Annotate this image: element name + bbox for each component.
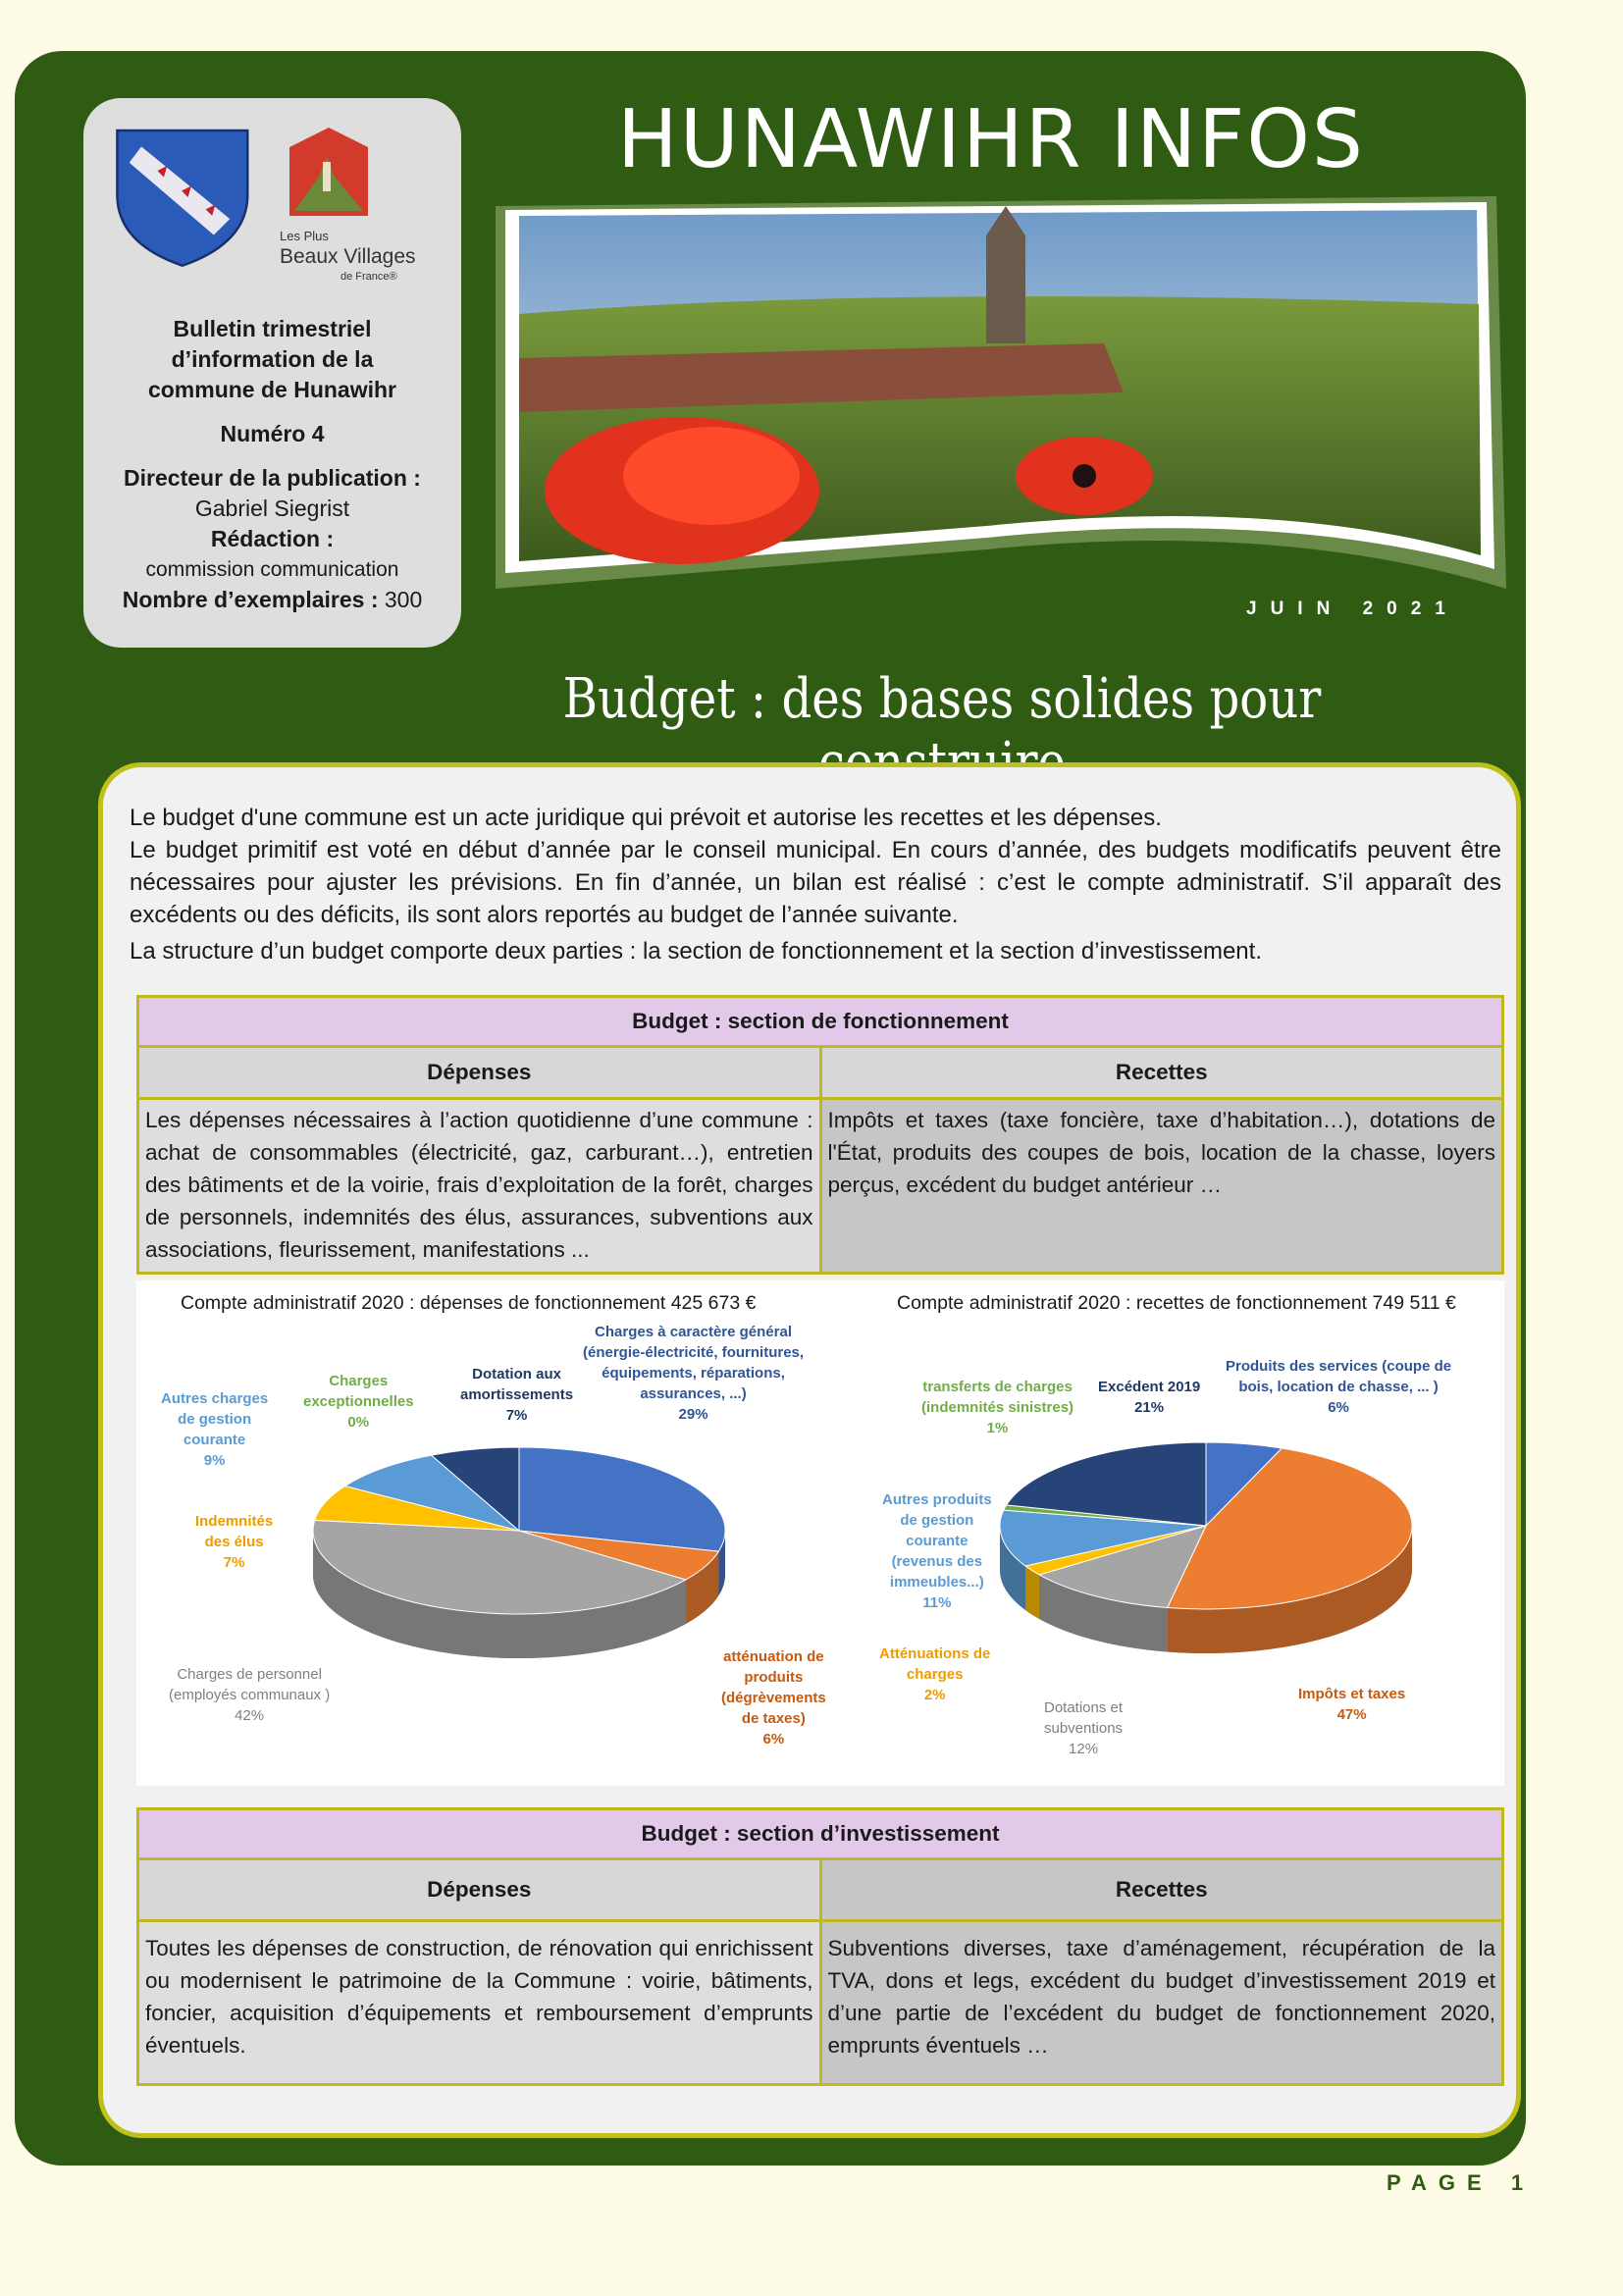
logo-text-2: Beaux Villages	[280, 245, 416, 268]
article-headline: Budget : des bases solides pour	[562, 667, 1322, 731]
director-name: Gabriel Siegrist	[194, 496, 350, 521]
fonctionnement-title: Budget : section de fonctionnement	[138, 997, 1503, 1047]
redaction-value: commission communication	[145, 558, 399, 581]
chart-1-title: Compte administratif 2020 : dépenses de fonctionnement 425 673 €	[181, 1292, 757, 1314]
director-label: Directeur de la publication :	[124, 465, 421, 491]
beaux-villages-logo-icon	[289, 128, 368, 216]
investissement-recettes-text: Subventions diverses, taxe d’aménagement, récupération de la TVA, dons et legs, excédent du budget d’investissement 2019 et d’une partie de l’excédent du budget de fonctionnement 2020, emprunts éventuels …	[820, 1921, 1503, 2085]
redaction-label: Rédaction :	[210, 526, 335, 551]
logo-text-1: Les Plus	[280, 229, 329, 243]
investissement-col-recettes: Recettes	[820, 1859, 1503, 1921]
content-panel	[98, 762, 1521, 2138]
newsletter-title: HUNAWIHR INFOS	[617, 93, 1365, 186]
c1-label-general: Charges à caractère général (énergie-électricité, fournitures, équipements, réparations, assurances, ...) 29%	[583, 1324, 805, 1423]
c2-label-dotations: Dotations et subventions 12%	[1044, 1699, 1124, 1757]
c1-label-exceptionnelles: Charges exceptionnelles 0%	[303, 1373, 414, 1431]
c1-label-autres: Autres charges de gestion courante 9%	[161, 1390, 269, 1469]
fonctionnement-table	[136, 995, 1504, 1275]
c1-label-attenuation: atténuation de produits (dégrèvements de taxes) 6%	[721, 1648, 826, 1748]
c1-label-personnel: Charges de personnel (employés communaux ) 42%	[169, 1666, 331, 1724]
investissement-depenses-text: Toutes les dépenses de construction, de rénovation qui enrichissent ou modernisent le patrimoine de la Commune : voirie, bâtiments, foncier, acquisition d’équipements et remboursement d’emprunts éventuels.	[138, 1921, 821, 2085]
c2-label-attenuations: Atténuations de charges 2%	[879, 1645, 991, 1703]
c2-label-excedent: Excédent 2019 21%	[1098, 1379, 1201, 1416]
publication-info-box	[83, 98, 461, 648]
c1-label-dotation: Dotation aux amortissements 7%	[460, 1366, 574, 1424]
intro-paragraph-3: La structure d’un budget comporte deux parties : la section de fonctionnement et la section d’investissement.	[130, 938, 1262, 965]
c2-label-impots: Impôts et taxes 47%	[1298, 1686, 1406, 1723]
coat-of-arms-icon	[117, 130, 247, 266]
cover-photo	[496, 196, 1506, 608]
c2-label-transferts: transferts de charges (indemnités sinistres) 1%	[921, 1379, 1074, 1436]
charts-area	[136, 1280, 1504, 1786]
intro-paragraph-2: Le budget primitif est voté en début d’année par le conseil municipal. En cours d’année, des budgets modificatifs peuvent être nécessaires pour ajuster les prévisions. En fin d’année, un bilan est réalisé : c’est le compte administratif. S’il apparaît des excédents ou des déficits, ils sont alors reportés au budget de l’année suivante.	[130, 837, 1501, 928]
issue-number: Numéro 4	[220, 421, 325, 446]
fonctionnement-recettes-text: Impôts et taxes (taxe foncière, taxe d’habitation…), dotations de l'État, produits des coupes de bois, location de la chasse, loyers perçus, excédent du budget antérieur …	[820, 1099, 1503, 1274]
copies-value: 300	[384, 587, 423, 612]
intro-text	[130, 802, 1501, 967]
chart-2-pie	[995, 1428, 1427, 1663]
intro-paragraph-1: Le budget d'une commune est un acte juridique qui prévoit et autorise les recettes et les dépenses.	[130, 805, 1162, 831]
logo-text-3: de France®	[340, 271, 397, 283]
investissement-title: Budget : section d’investissement	[138, 1809, 1503, 1859]
fonctionnement-col-recettes: Recettes	[820, 1047, 1503, 1099]
c1-label-elus: Indemnités des élus 7%	[195, 1513, 274, 1571]
copies-label: Nombre d’exemplaires :	[122, 587, 379, 612]
bulletin-description: Bulletin trimestriel d’information de la commune de Hunawihr	[147, 316, 397, 402]
c2-label-autres: Autres produits de gestion courante (revenus des immeubles...) 11%	[882, 1491, 992, 1611]
page-number: PAGE 1	[1387, 2170, 1536, 2195]
issue-date: JUIN 2021	[1246, 599, 1459, 619]
fonctionnement-col-depenses: Dépenses	[138, 1047, 821, 1099]
fonctionnement-depenses-text: Les dépenses nécessaires à l’action quotidienne d’une commune : achat de consommables (électricité, gaz, carburant…), entretien des bâtiments et de la voirie, frais d’exploitation de la forêt, charges de personnels, indemnités des élus, assurances, subventions aux associations, fleurissement, manifestations ...	[138, 1099, 821, 1274]
chart-1-pie	[308, 1428, 759, 1663]
c2-label-services: Produits des services (coupe de bois, location de chasse, ... ) 6%	[1226, 1358, 1452, 1416]
chart-2-title: Compte administratif 2020 : recettes de fonctionnement 749 511 €	[897, 1292, 1456, 1314]
logos	[83, 108, 461, 285]
investissement-col-depenses: Dépenses	[138, 1859, 821, 1921]
investissement-table	[136, 1807, 1504, 2086]
